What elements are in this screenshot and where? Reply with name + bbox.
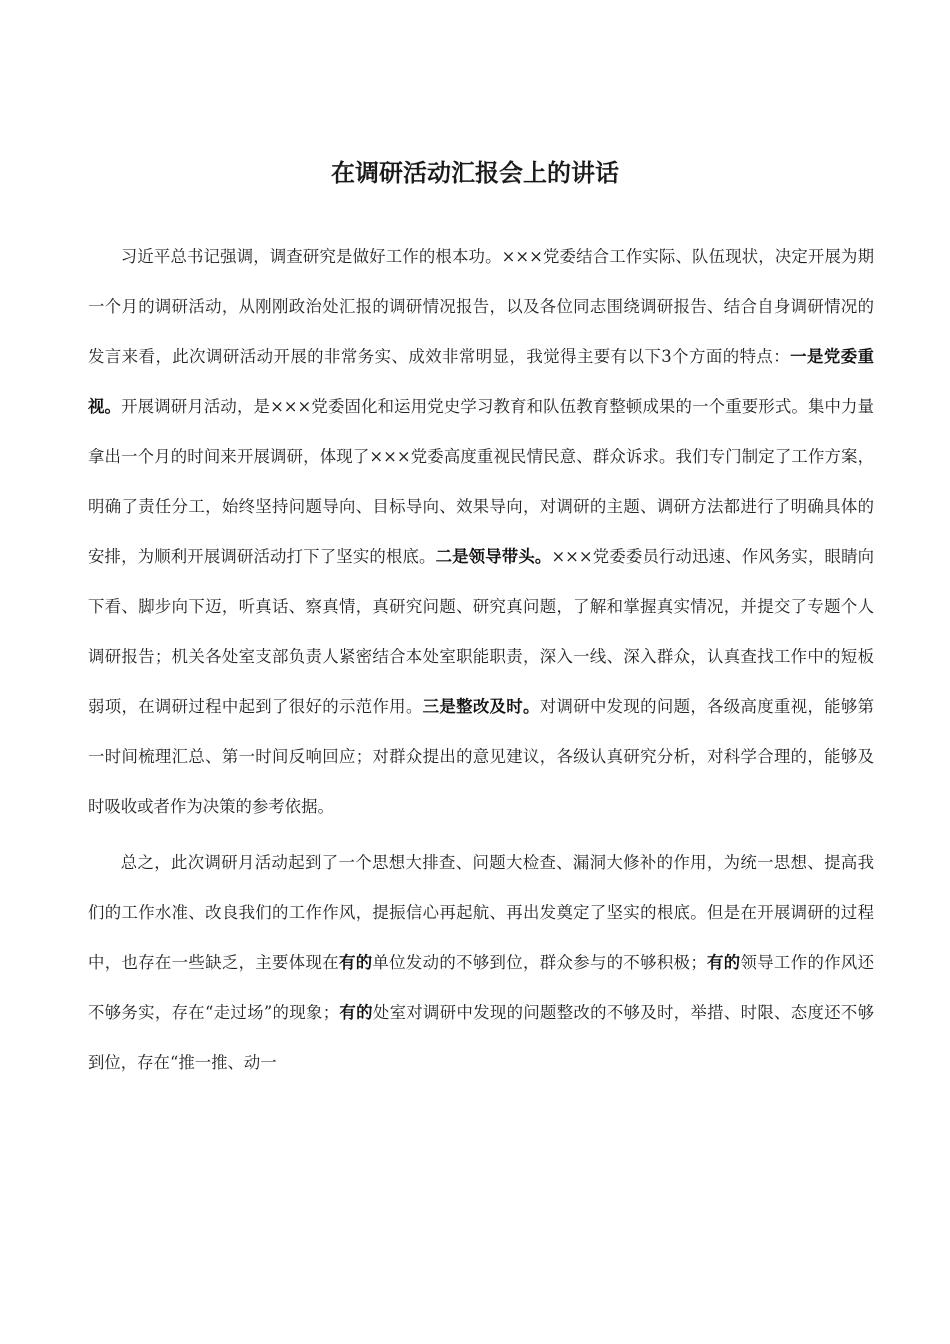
text-segment: 单位发动的不够到位，群众参与的不够积极；	[372, 953, 707, 972]
document-body	[88, 232, 874, 1088]
bold-emphasis-some: 有的	[338, 953, 373, 972]
text-segment: 总之，此次调研月活动起到了一个思想大排查、问题大检查、漏洞大修补的作用，为统一思想、提高我们的工作水准、改良我们的工作作风，提振信心再起航、再出发奠定了坚实的根底。但是在开展调研的过程中，也存在一些缺乏，主要体现在	[88, 853, 874, 972]
text-segment: 处室对调研中发现的问题整改的不够及时，举措、时限、态度还不够到位，存在“推一推、动一	[88, 1003, 875, 1072]
text-segment: ×××党委委员行动迅速、作风务实，眼睛向下看、脚步向下迈，听真话、察真情，真研究问题、研究真问题，了解和掌握真实情况，并提交了专题个人调研报告；机关各处室支部负责人紧密结合本处室职能职责，深入一线、深入群众，认真查找工作中的短板弱项，在调研过程中起到了很好的示范作用。	[88, 547, 875, 716]
text-segment: 领导工作的作风还不够务实，存在“走过场”的现象；	[88, 953, 875, 1022]
paragraph-2	[88, 838, 874, 1088]
paragraph-1	[88, 232, 874, 832]
bold-emphasis-some: 有的	[339, 1003, 373, 1022]
bold-heading-leadership: 二是领导带头。	[435, 547, 552, 566]
bold-emphasis-some: 有的	[706, 953, 741, 972]
document-title: 在调研活动汇报会上的讲话	[331, 158, 619, 187]
bold-heading-party-committee: 一是党委重视。	[88, 347, 875, 416]
text-segment: 习近平总书记强调，调查研究是做好工作的根本功。×××党委结合工作实际、队伍现状，决定开展为期一个月的调研活动，从刚刚政治处汇报的调研情况报告，以及各位同志围绕调研报告、结合自身调研情况的发言来看，此次调研活动开展的非常务实、成效非常明显，我觉得主要有以下3个方面的特点：	[88, 247, 874, 366]
text-segment: 开展调研月活动，是×××党委固化和运用党史学习教育和队伍教育整顿成果的一个重要形式。集中力量拿出一个月的时间来开展调研，体现了×××党委高度重视民情民意、群众诉求。我们专门制定了工作方案，明确了责任分工，始终坚持问题导向、目标导向、效果导向，对调研的主题、调研方法都进行了明确具体的安排，为顺利开展调研活动打下了坚实的根底。	[88, 397, 875, 566]
text-segment: 对调研中发现的问题，各级高度重视，能够第一时间梳理汇总、第一时间反响回应；对群众提出的意见建议，各级认真研究分析，对科学合理的，能够及时吸收或者作为决策的参考依据。	[88, 697, 875, 816]
bold-heading-rectification: 三是整改及时。	[422, 697, 540, 716]
